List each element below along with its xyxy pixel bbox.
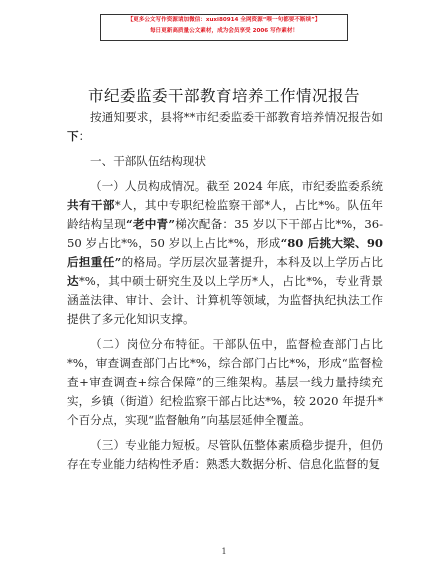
promo-header-box [100, 14, 348, 41]
para1-bold-2: “老中青” [126, 217, 175, 231]
intro-paragraph [67, 108, 383, 146]
para1-text-5: *%，其中硕士研究生及以上学历*人，占比*%，专业背景涵盖法律、审计、会计、计算机等领域，为监督执纪执法工作提供了多元化知识支撑。 [67, 274, 383, 326]
section-heading-1: 一、干部队伍结构现状 [90, 154, 206, 168]
para1-bold-4: 达 [67, 274, 79, 288]
promo-header-line1: 【更多公文写作资源请加微信：xuxi80914 全网资源“喂一句都要不断续”】 [127, 17, 321, 23]
intro-text: 按通知要求，县将**市纪委监委干部教育培养情况报告如 [90, 110, 383, 124]
para1-text-3: 梯次配备：35 岁以下干部占比*%，36-50 岁占比*%，50 岁以上占比*%，形成 [67, 217, 383, 250]
paragraph-skills: （三）专业能力短板。尽管队伍整体素质稳步提升，但仍存在专业能力结构性矛盾：熟悉大数据分析、信息化监督的复 [67, 438, 383, 471]
document-title: 市纪委监委干部教育培养工作情况报告 [87, 87, 360, 105]
para1-bold-3: “80 后挑大梁、90 后担重任” [67, 236, 383, 269]
paragraph-personnel [67, 177, 383, 329]
intro-colon: ： [78, 129, 91, 143]
para1-text-2: *人，其中专职纪检监察干部*人，占比*%。队伍年龄结构呈现 [67, 198, 383, 231]
para1-bold-1: 共有干部 [67, 198, 115, 212]
document-body [67, 108, 383, 480]
page-number: 1 [221, 547, 227, 556]
promo-header-line2: 每日更新高质量公文素材，成为会员享受 2006 写作素材！ [149, 28, 299, 34]
paragraph-positions: （二）岗位分布特征。干部队伍中，监督检查部门占比*%，审查调查部门占比*%，综合部门占比*%，形成“监督检查+审查调查+综合保障”的三维架构。基层一线力量持续充实，乡镇（街道）纪检监察干部占比达*%，较 2020 年提升*个百分点，实现“监督触角”向基层延伸全覆盖。 [67, 337, 383, 427]
intro-text-bold: 下 [67, 129, 79, 143]
para1-text-1: （一）人员构成情况。截至 2024 年底，市纪委监委系统 [90, 179, 383, 193]
para1-text-4: 的格局。学历层次显著提升，本科及以上学历占比 [121, 255, 383, 269]
